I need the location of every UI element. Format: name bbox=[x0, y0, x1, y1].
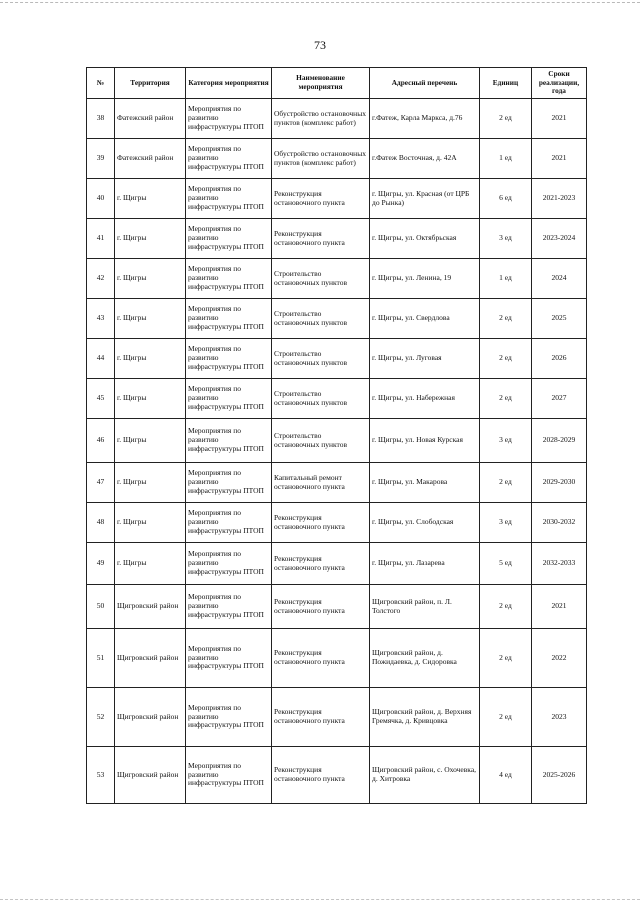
cell-units: 4 ед bbox=[480, 747, 532, 804]
table-row bbox=[87, 463, 587, 503]
cell-name: Реконструкция остановочного пункта bbox=[272, 585, 370, 629]
cell-category: Мероприятия по развитию инфраструктуры ПТОП bbox=[186, 379, 272, 419]
cell-territory: Фатежский район bbox=[115, 139, 186, 179]
cell-num: 49 bbox=[87, 543, 115, 585]
cell-units: 2 ед bbox=[480, 299, 532, 339]
cell-period: 2025-2026 bbox=[532, 747, 587, 804]
cell-num: 52 bbox=[87, 688, 115, 747]
cell-territory: г. Щигры bbox=[115, 179, 186, 219]
cell-name: Реконструкция остановочного пункта bbox=[272, 503, 370, 543]
cell-num: 45 bbox=[87, 379, 115, 419]
cell-units: 3 ед bbox=[480, 219, 532, 259]
cell-category: Мероприятия по развитию инфраструктуры ПТОП bbox=[186, 139, 272, 179]
cell-name: Реконструкция остановочного пункта bbox=[272, 179, 370, 219]
cell-period: 2025 bbox=[532, 299, 587, 339]
cell-units: 3 ед bbox=[480, 503, 532, 543]
table-row bbox=[87, 259, 587, 299]
cell-num: 40 bbox=[87, 179, 115, 219]
table-row bbox=[87, 219, 587, 259]
cell-address: г. Щигры, ул. Набережная bbox=[370, 379, 480, 419]
table-row bbox=[87, 543, 587, 585]
cell-territory: г. Щигры bbox=[115, 463, 186, 503]
cell-territory: г. Щигры bbox=[115, 543, 186, 585]
cell-units: 5 ед bbox=[480, 543, 532, 585]
table-body bbox=[87, 99, 587, 804]
cell-num: 47 bbox=[87, 463, 115, 503]
cell-category: Мероприятия по развитию инфраструктуры ПТОП bbox=[186, 503, 272, 543]
page-number: 73 bbox=[314, 38, 326, 52]
cell-num: 44 bbox=[87, 339, 115, 379]
cell-territory: Щигровский район bbox=[115, 585, 186, 629]
cell-units: 1 ед bbox=[480, 259, 532, 299]
cell-territory: г. Щигры bbox=[115, 503, 186, 543]
cell-period: 2022 bbox=[532, 629, 587, 688]
header-address: Адресный перечень bbox=[370, 68, 480, 99]
cell-territory: Щигровский район bbox=[115, 747, 186, 804]
cell-name: Реконструкция остановочного пункта bbox=[272, 219, 370, 259]
cell-name: Строительство остановочных пунктов bbox=[272, 419, 370, 463]
cell-units: 2 ед bbox=[480, 585, 532, 629]
cell-period: 2021 bbox=[532, 99, 587, 139]
cell-address: Щигровский район, д. Верхняя Гремячка, д. Кривцовка bbox=[370, 688, 480, 747]
cell-units: 1 ед bbox=[480, 139, 532, 179]
cell-address: г. Щигры, ул. Лазарева bbox=[370, 543, 480, 585]
cell-address: г. Щигры, ул. Слободская bbox=[370, 503, 480, 543]
cell-units: 2 ед bbox=[480, 99, 532, 139]
cell-num: 43 bbox=[87, 299, 115, 339]
cell-address: г. Щигры, ул. Макарова bbox=[370, 463, 480, 503]
cell-category: Мероприятия по развитию инфраструктуры ПТОП bbox=[186, 463, 272, 503]
cell-territory: Фатежский район bbox=[115, 99, 186, 139]
table-row bbox=[87, 585, 587, 629]
bottom-scan-edge bbox=[0, 899, 640, 901]
cell-name: Строительство остановочных пунктов bbox=[272, 299, 370, 339]
cell-name: Реконструкция остановочного пункта bbox=[272, 543, 370, 585]
table-row bbox=[87, 99, 587, 139]
cell-name: Реконструкция остановочного пункта bbox=[272, 629, 370, 688]
cell-territory: г. Щигры bbox=[115, 219, 186, 259]
cell-name: Обустройство остановочных пунктов (комплекс работ) bbox=[272, 99, 370, 139]
cell-units: 2 ед bbox=[480, 688, 532, 747]
cell-period: 2023 bbox=[532, 688, 587, 747]
header-row bbox=[87, 68, 587, 99]
cell-name: Строительство остановочных пунктов bbox=[272, 379, 370, 419]
measures-table bbox=[86, 67, 587, 804]
cell-category: Мероприятия по развитию инфраструктуры ПТОП bbox=[186, 543, 272, 585]
cell-num: 41 bbox=[87, 219, 115, 259]
cell-period: 2028-2029 bbox=[532, 419, 587, 463]
cell-num: 53 bbox=[87, 747, 115, 804]
cell-units: 2 ед bbox=[480, 629, 532, 688]
cell-name: Реконструкция остановочного пункта bbox=[272, 688, 370, 747]
top-scan-edge bbox=[0, 2, 640, 4]
cell-period: 2026 bbox=[532, 339, 587, 379]
cell-period: 2021 bbox=[532, 139, 587, 179]
table-header bbox=[87, 68, 587, 99]
cell-category: Мероприятия по развитию инфраструктуры ПТОП bbox=[186, 747, 272, 804]
table-row bbox=[87, 379, 587, 419]
cell-address: г.Фатеж, Карла Маркса, д.76 bbox=[370, 99, 480, 139]
cell-name: Строительство остановочных пунктов bbox=[272, 339, 370, 379]
cell-address: г. Щигры, ул. Луговая bbox=[370, 339, 480, 379]
cell-territory: г. Щигры bbox=[115, 259, 186, 299]
cell-category: Мероприятия по развитию инфраструктуры ПТОП bbox=[186, 299, 272, 339]
table-row bbox=[87, 419, 587, 463]
cell-category: Мероприятия по развитию инфраструктуры ПТОП bbox=[186, 179, 272, 219]
cell-category: Мероприятия по развитию инфраструктуры ПТОП bbox=[186, 259, 272, 299]
cell-num: 42 bbox=[87, 259, 115, 299]
cell-period: 2030-2032 bbox=[532, 503, 587, 543]
cell-address: г. Щигры, ул. Ленина, 19 bbox=[370, 259, 480, 299]
cell-category: Мероприятия по развитию инфраструктуры ПТОП bbox=[186, 629, 272, 688]
cell-units: 2 ед bbox=[480, 379, 532, 419]
cell-period: 2029-2030 bbox=[532, 463, 587, 503]
cell-address: г. Щигры, ул. Октябрьская bbox=[370, 219, 480, 259]
cell-category: Мероприятия по развитию инфраструктуры ПТОП bbox=[186, 339, 272, 379]
header-units: Единиц bbox=[480, 68, 532, 99]
table-row bbox=[87, 179, 587, 219]
cell-period: 2024 bbox=[532, 259, 587, 299]
cell-period: 2021 bbox=[532, 585, 587, 629]
cell-num: 38 bbox=[87, 99, 115, 139]
cell-period: 2032-2033 bbox=[532, 543, 587, 585]
cell-num: 51 bbox=[87, 629, 115, 688]
cell-territory: г. Щигры bbox=[115, 379, 186, 419]
cell-territory: Щигровский район bbox=[115, 688, 186, 747]
cell-territory: Щигровский район bbox=[115, 629, 186, 688]
table-row bbox=[87, 503, 587, 543]
cell-address: г. Щигры, ул. Новая Курская bbox=[370, 419, 480, 463]
cell-territory: г. Щигры bbox=[115, 419, 186, 463]
cell-period: 2021-2023 bbox=[532, 179, 587, 219]
cell-name: Обустройство остановочных пунктов (комплекс работ) bbox=[272, 139, 370, 179]
cell-name: Реконструкция остановочного пункта bbox=[272, 747, 370, 804]
cell-address: Щигровский район, д. Пожидаевка, д. Сидоровка bbox=[370, 629, 480, 688]
header-name: Наименование мероприятия bbox=[272, 68, 370, 99]
cell-territory: г. Щигры bbox=[115, 339, 186, 379]
cell-category: Мероприятия по развитию инфраструктуры ПТОП bbox=[186, 99, 272, 139]
table-row bbox=[87, 139, 587, 179]
cell-units: 3 ед bbox=[480, 419, 532, 463]
cell-address: г. Щигры, ул. Свердлова bbox=[370, 299, 480, 339]
header-category: Категория мероприятия bbox=[186, 68, 272, 99]
cell-period: 2023-2024 bbox=[532, 219, 587, 259]
cell-units: 2 ед bbox=[480, 339, 532, 379]
cell-name: Капитальный ремонт остановочного пункта bbox=[272, 463, 370, 503]
cell-num: 50 bbox=[87, 585, 115, 629]
cell-num: 48 bbox=[87, 503, 115, 543]
cell-address: г. Щигры, ул. Красная (от ЦРБ до Рынка) bbox=[370, 179, 480, 219]
cell-address: Щигровский район, п. Л. Толстого bbox=[370, 585, 480, 629]
table-row bbox=[87, 339, 587, 379]
cell-category: Мероприятия по развитию инфраструктуры ПТОП bbox=[186, 219, 272, 259]
cell-name: Строительство остановочных пунктов bbox=[272, 259, 370, 299]
table-row bbox=[87, 688, 587, 747]
cell-num: 46 bbox=[87, 419, 115, 463]
table-row bbox=[87, 629, 587, 688]
cell-num: 39 bbox=[87, 139, 115, 179]
table-row bbox=[87, 299, 587, 339]
cell-units: 6 ед bbox=[480, 179, 532, 219]
header-num: № bbox=[87, 68, 115, 99]
table-row bbox=[87, 747, 587, 804]
header-territory: Территория bbox=[115, 68, 186, 99]
header-period: Сроки реализации, года bbox=[532, 68, 587, 99]
cell-address: г.Фатеж Восточная, д. 42А bbox=[370, 139, 480, 179]
cell-category: Мероприятия по развитию инфраструктуры ПТОП bbox=[186, 688, 272, 747]
cell-category: Мероприятия по развитию инфраструктуры ПТОП bbox=[186, 585, 272, 629]
cell-category: Мероприятия по развитию инфраструктуры ПТОП bbox=[186, 419, 272, 463]
cell-units: 2 ед bbox=[480, 463, 532, 503]
cell-period: 2027 bbox=[532, 379, 587, 419]
cell-territory: г. Щигры bbox=[115, 299, 186, 339]
cell-address: Щигровский район, с. Охочевка, д. Хитровка bbox=[370, 747, 480, 804]
